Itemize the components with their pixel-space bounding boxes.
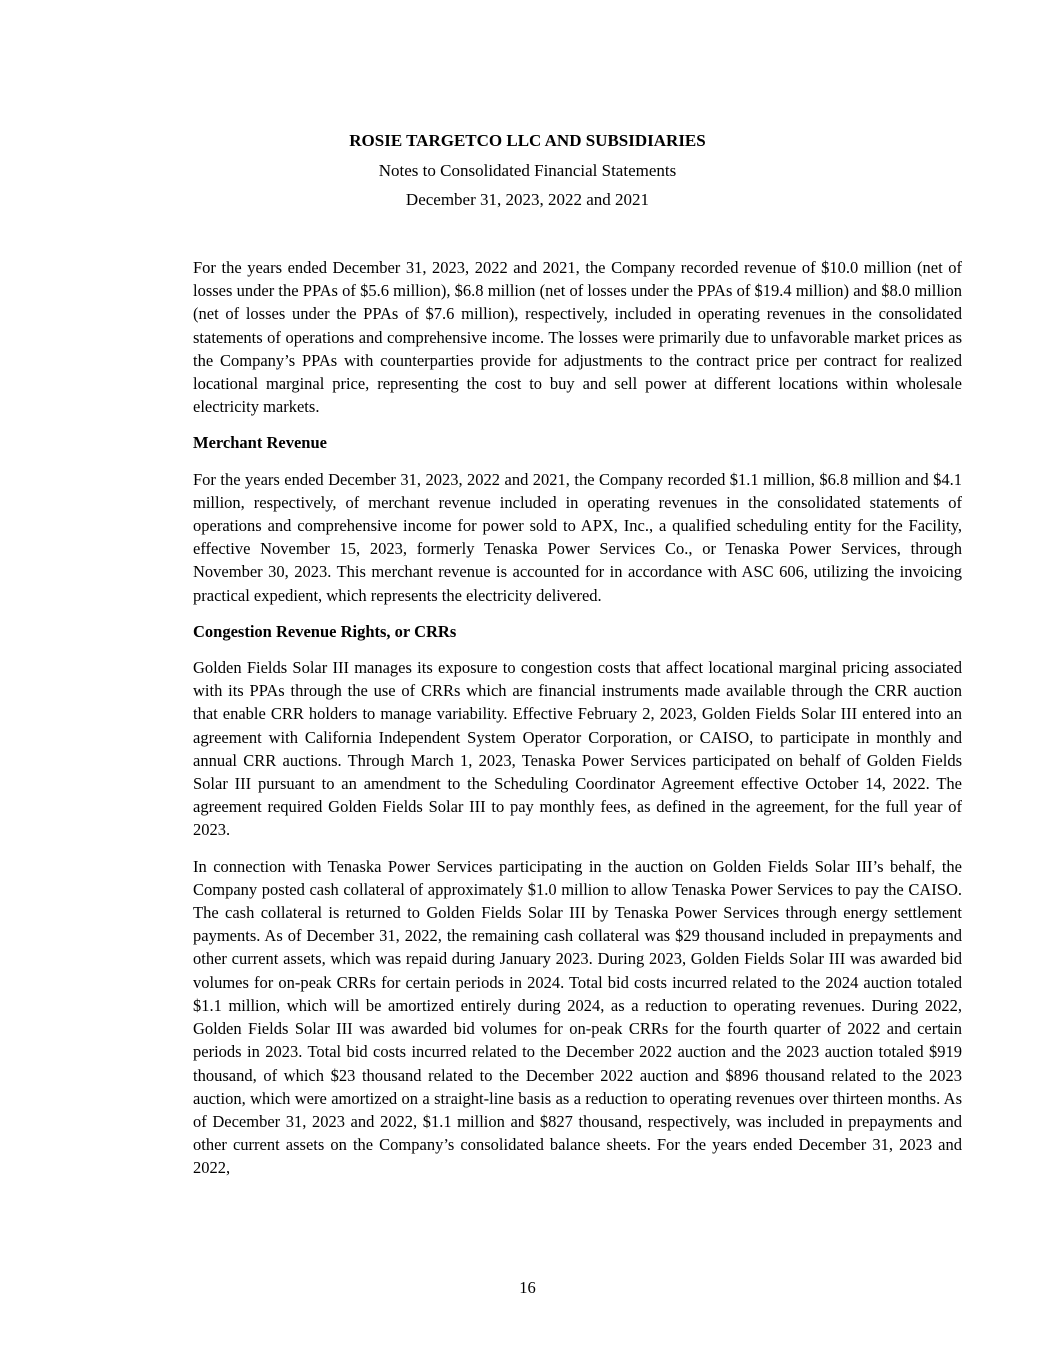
date-line: December 31, 2023, 2022 and 2021	[405, 190, 650, 209]
paragraph-crrs-collateral: In connection with Tenaska Power Services participating in the auction on Golden Fields Solar III’s behalf, the Company posted cash collateral of approximately $1.0 million to allow Tenaska Power Services to pay the CAISO. The cash collateral is returned to Golden Fields Solar III by Tenaska Power Services through energy settlement payments. As of December 31, 2022, the remaining cash collateral was $29 thousand included in prepayments and other current assets, which was repaid during January 2023. During 2023, Golden Fields Solar III was awarded bid volumes for on-peak CRRs for certain periods in 2024. Total bid costs incurred related to the 2024 auction totaled $1.1 million, which will be amortized entirely during 2024, as a reduction to operating revenues. During 2022, Golden Fields Solar III was awarded bid volumes for on-peak CRRs for the fourth quarter of 2022 and certain periods in 2023. Total bid costs incurred related to the December 2022 auction and the 2023 auction totaled $919 thousand, of which $23 thousand related to the December 2022 auction and $896 thousand related to the 2023 auction, which were amortized on a straight-line basis as a reduction to operating revenues over thirteen months. As of December 31, 2023 and 2022, $1.1 million and $827 thousand, respectively, was included in prepayments and other current assets on the Company’s consolidated balance sheets. For the years ended December 31, 2023 and 2022,	[193, 856, 962, 1178]
heading-merchant-revenue: Merchant Revenue	[193, 433, 327, 453]
paragraph-ppa-revenue: For the years ended December 31, 2023, 2022 and 2021, the Company recorded revenue of $10.0 million (net of losses under the PPAs of $5.6 million), $6.8 million (net of losses under the PPAs of $19.4 million) and $8.0 million (net of losses under the PPAs of $7.6 million), respectively, included in operating revenues in the consolidated statements of operations and comprehensive income. The losses were primarily due to unfavorable market prices as the Company’s PPAs with counterparties provide for adjustments to the contract price per contract for realized locational marginal price, representing the cost to buy and sell power at different locations within wholesale electricity markets.	[193, 258, 962, 417]
document-body	[193, 243, 962, 1180]
document-header	[0, 126, 1055, 215]
paragraph-crrs-overview: Golden Fields Solar III manages its exposure to congestion costs that affect locational marginal pricing associated with its PPAs through the use of CRRs which are financial instruments made available through the CRR auction that enable CRR holders to manage variability. Effective February 2, 2023, Golden Fields Solar III entered into an agreement with California Independent System Operator Corporation, or CAISO, to participate in monthly and annual CRR auctions. Through March 1, 2023, Tenaska Power Services participated on behalf of Golden Fields Solar III pursuant to an amendment to the Scheduling Coordinator Agreement effective October 14, 2022. The agreement required Golden Fields Solar III to pay monthly fees, as defined in the agreement, for the full year of 2023.	[193, 658, 962, 840]
page-number: 16	[519, 1278, 536, 1297]
paragraph-merchant-revenue: For the years ended December 31, 2023, 2022 and 2021, the Company recorded $1.1 million, $6.8 million and $4.1 million, respectively, of merchant revenue included in operating revenues in the consolidated statements of operations and comprehensive income for power sold to APX, Inc., a qualified scheduling entity for the Facility, effective November 15, 2023, formerly Tenaska Power Services Co., or Tenaska Power Services, through November 30, 2023. This merchant revenue is accounted for in accordance with ASC 606, utilizing the invoicing practical expedient, which represents the electricity delivered.	[193, 469, 962, 605]
page-footer	[0, 1278, 1055, 1298]
company-name: ROSIE TARGETCO LLC AND SUBSIDIARIES	[349, 131, 706, 150]
document-subtitle: Notes to Consolidated Financial Statements	[378, 160, 677, 180]
heading-congestion-revenue-rights: Congestion Revenue Rights, or CRRs	[193, 621, 457, 641]
